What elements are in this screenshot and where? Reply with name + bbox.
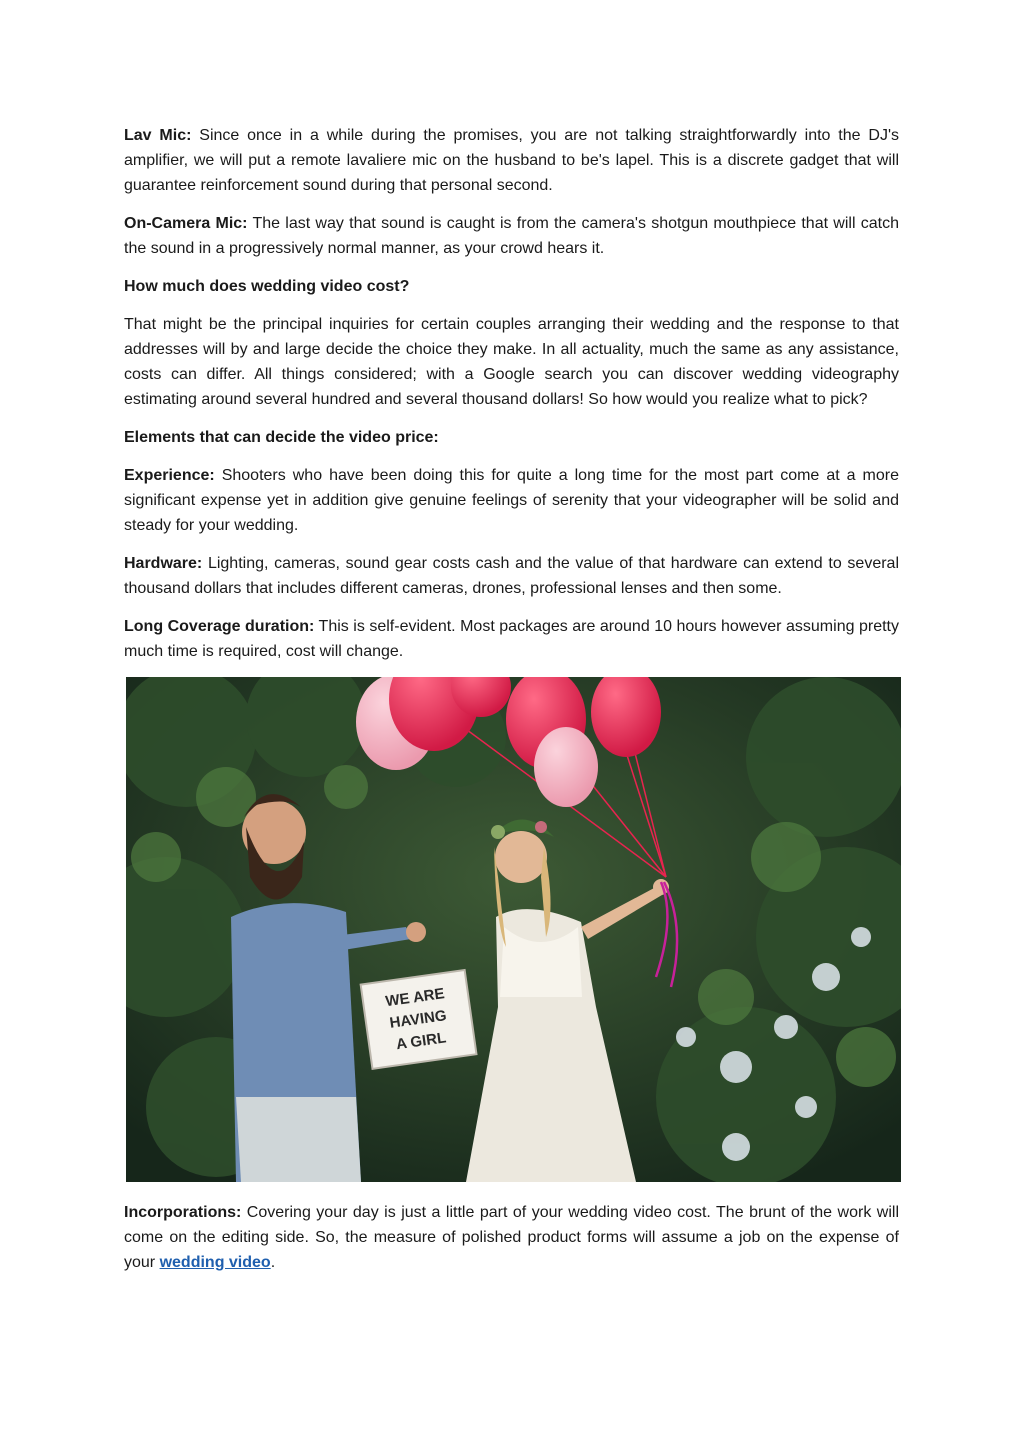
coverage-label: Long Coverage duration: xyxy=(124,618,315,635)
experience-paragraph xyxy=(124,463,899,538)
sign-line-3: A GIRL xyxy=(395,1029,448,1054)
elements-heading xyxy=(124,425,899,450)
incorporations-paragraph xyxy=(124,1200,899,1275)
wedding-couple-illustration xyxy=(126,677,901,1182)
incorporations-text: Covering your day is just a little part of your wedding video cost. The brunt of the work will come on the editing side. So, the measure of polished product forms will assume a job on the expense of your xyxy=(124,1204,899,1271)
cost-heading xyxy=(124,274,899,299)
elements-heading-text: Elements that can decide the video price: xyxy=(124,429,439,446)
incorporations-end: . xyxy=(270,1254,276,1271)
incorporations-label: Incorporations: xyxy=(124,1204,242,1221)
experience-text: Shooters who have been doing this for quite a long time for the most part come at a more significant expense yet in addition give genuine feelings of serenity that your videographer will be solid and steady for your wedding. xyxy=(124,467,899,534)
on-camera-mic-text: The last way that sound is caught is from the camera's shotgun mouthpiece that will catch the sound in a progressively normal manner, as your crowd hears it. xyxy=(124,215,899,257)
hardware-label: Hardware: xyxy=(124,555,203,572)
wedding-couple-photo xyxy=(126,677,901,1182)
light-box-sign xyxy=(361,970,477,1069)
lav-mic-paragraph xyxy=(124,123,899,198)
lav-mic-label: Lav Mic: xyxy=(124,127,192,144)
document-content xyxy=(124,123,899,1288)
on-camera-mic-label: On-Camera Mic: xyxy=(124,215,248,232)
experience-label: Experience: xyxy=(124,467,215,484)
cost-paragraph: That might be the principal inquiries for certain couples arranging their wedding and the response to that addresses will by and large decide the choice they make. In all actuality, much the same as any assistance, costs can differ. All things considered; with a Google search you can discover wedding videography estimating around several hundred and several thousand dollars! So how would you realize what to pick? xyxy=(124,316,899,408)
on-camera-mic-paragraph xyxy=(124,211,899,261)
sign-line-2: HAVING xyxy=(388,1007,448,1032)
hardware-text: Lighting, cameras, sound gear costs cash and the value of that hardware can extend to several thousand dollars that includes different cameras, drones, professional lenses and then some. xyxy=(124,555,899,597)
cost-heading-text: How much does wedding video cost? xyxy=(124,278,410,295)
coverage-paragraph xyxy=(124,614,899,664)
sign-line-1: WE ARE xyxy=(384,985,446,1011)
hardware-paragraph xyxy=(124,551,899,601)
coverage-text: This is self-evident. Most packages are around 10 hours however assuming pretty much time is required, cost will change. xyxy=(124,618,899,660)
lav-mic-text: Since once in a while during the promises, you are not talking straightforwardly into the DJ's amplifier, we will put a remote lavaliere mic on the husband to be's lapel. This is a discrete gadget that will guarantee reinforcement sound during that personal second. xyxy=(124,127,899,194)
wedding-video-link[interactable]: wedding video xyxy=(159,1254,271,1271)
